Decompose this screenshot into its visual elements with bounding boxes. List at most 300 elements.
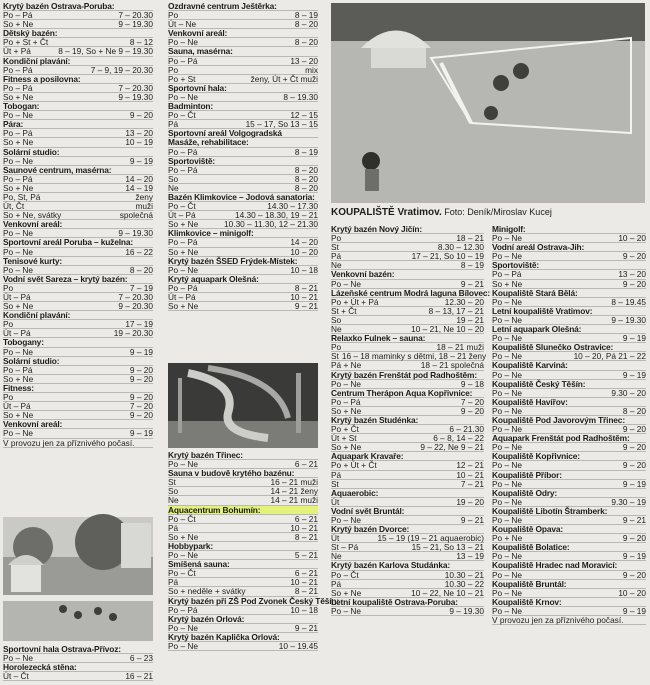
facility-name: Koupaliště Bolatice:	[492, 542, 570, 553]
facility-name: Kondiční plavání:	[3, 310, 71, 321]
facility-name: Letní koupaliště Vratimov:	[492, 305, 593, 316]
facility-name: Aquaerobic:	[331, 487, 379, 498]
schedule-hours: 13 – 19	[456, 551, 484, 562]
schedule-days: So + Ne	[3, 91, 34, 102]
schedule-hours: 17 – 21, So 10 – 19	[411, 251, 484, 262]
schedule-days: St + Čt	[331, 305, 357, 316]
schedule-days: So + Ne	[3, 301, 34, 312]
facility-name: Aquacentrum Bohumín:	[168, 504, 261, 515]
schedule-days: Po – Ne	[331, 378, 361, 389]
schedule-days: So + Ne	[492, 278, 523, 289]
schedule-hours: 12.30 – 20	[444, 296, 484, 307]
schedule-row	[492, 616, 646, 625]
facility-name: Koupaliště Odry:	[492, 487, 558, 498]
caption-title: KOUPALIŠTĚ Vratimov.	[331, 207, 442, 218]
schedule-days: Po – Ne	[331, 278, 361, 289]
schedule-days: Po – Pá	[168, 55, 198, 66]
facility-name: Sportoviště:	[492, 260, 540, 271]
schedule-days: So + Ne	[168, 219, 199, 230]
schedule-hours: 9 – 20.30	[118, 301, 153, 312]
schedule-days: Po – Ne	[492, 442, 522, 453]
schedule-hours: 14 – 21 muži	[270, 495, 318, 506]
schedule-days: Po – Pá	[168, 237, 198, 248]
facility-name: Sportovní areál Volgogradská	[168, 128, 282, 139]
facility-name: Krytý bazén Třinec:	[168, 450, 243, 460]
schedule-days: Po + Út + Čt	[331, 460, 377, 471]
schedule-hours: 9 – 19	[622, 369, 646, 380]
schedule-hours: 14.30 – 17.30	[267, 201, 318, 212]
schedule-hours: 18 – 21	[456, 233, 484, 244]
facility-name: Krytý bazén Studénka:	[331, 414, 419, 425]
schedule-days: Po – Ne	[168, 91, 198, 102]
schedule-days: Ne	[331, 324, 342, 335]
facility-name: Masáže, rehabilitace:	[168, 137, 249, 148]
facility-name: Klimkovice – minigolf:	[168, 228, 254, 239]
facility-name: Venkovní bazén:	[331, 269, 395, 280]
schedule-days: So + Ne	[331, 442, 362, 453]
schedule-hours: 10.30 – 21	[444, 569, 484, 580]
schedule-days: Po – Ne	[492, 569, 522, 580]
facility-name: Koupaliště Havířov:	[492, 396, 568, 407]
schedule-hours: 9 – 22, Ne 9 – 21	[420, 442, 484, 453]
schedule-days: Po – Ne	[492, 351, 522, 362]
facility-name: Koupaliště Opava:	[492, 524, 563, 535]
schedule-days: So + Ne, svátky	[3, 210, 62, 221]
schedule-hours: 8 – 20	[294, 164, 318, 175]
schedule-hours: 10.30 – 11.30, 12 – 21.30	[224, 219, 318, 230]
schedule-days: Po – Čt	[168, 513, 196, 524]
facility-name: Venkovní areál:	[3, 419, 63, 430]
schedule-hours: 8 – 19.30	[283, 91, 318, 102]
schedule-days: Po – Pá	[3, 10, 33, 21]
schedule-hours: 8 – 19	[294, 10, 318, 21]
schedule-days: Po + St	[168, 73, 196, 84]
schedule-days: Po – Ne	[492, 587, 522, 598]
facility-name: Centrum Therápon Aqua Kopřivnice:	[331, 387, 473, 398]
schedule-days: So + Ne	[3, 19, 34, 30]
schedule-days: Po – Ne	[3, 110, 33, 121]
schedule-days: Út, Čt	[3, 201, 25, 212]
schedule-hours: 9 – 21	[460, 515, 484, 525]
schedule-hours: 9 – 20	[622, 424, 646, 435]
facility-name: Horolezecká stěna:	[3, 662, 77, 673]
facility-name: Minigolf:	[492, 224, 526, 234]
schedule-days: Út – Pá	[3, 401, 31, 412]
schedule-hours: 8 – 19	[294, 146, 318, 157]
schedule-row	[3, 193, 153, 202]
schedule-hours: 10 – 18	[290, 264, 318, 275]
column-1	[3, 2, 153, 448]
facility-name: Krytý bazén při ZŠ Pod Zvonek Český Těšín:	[168, 595, 340, 606]
facility-name: Krytý bazén Nový Jičín:	[331, 224, 423, 234]
facility-name: Sportovní areál Poruba – kuželna:	[3, 237, 134, 248]
schedule-days: So + Ne	[3, 137, 34, 148]
schedule-hours: 16 – 21	[125, 671, 153, 682]
schedule-hours: 14 – 20	[125, 173, 153, 184]
facility-name: Krytý bazén Karlova Studánka:	[331, 560, 450, 571]
schedule-hours: 9.30 – 20	[611, 387, 646, 398]
facility-name: Vodní svět Bruntál:	[331, 505, 405, 516]
schedule-days: Út	[331, 533, 340, 544]
schedule-hours: 9 – 18	[460, 378, 484, 389]
facility-name: Fitness a posilovna:	[3, 73, 81, 84]
schedule-days: Po – Ne	[492, 478, 522, 489]
schedule-hours: 7 – 21	[460, 478, 484, 489]
schedule-days: So + Ne	[168, 531, 199, 542]
schedule-hours: 10 – 20, Pá 21 – 22	[573, 351, 646, 362]
schedule-days: Po – Ne	[492, 424, 522, 435]
schedule-days: Po – Čt	[168, 201, 196, 212]
schedule-hours: 8.30 – 12.30	[437, 242, 484, 253]
caption-credit: Foto: Deník/Miroslav Kucej	[444, 207, 552, 217]
facility-name: Letní aquapark Olešná:	[492, 324, 582, 335]
schedule-days: Po – Čt	[331, 569, 359, 580]
schedule-hours: 18 – 21 muži	[436, 342, 484, 353]
column-4	[492, 225, 646, 625]
facility-name: Relaxko Fulnek – sauna:	[331, 333, 426, 344]
schedule-days: Po	[331, 233, 342, 244]
schedule-row	[3, 439, 153, 448]
schedule-days: Út – Ne	[168, 19, 197, 30]
schedule-days: Po – Ne	[331, 605, 361, 616]
schedule-hours: 19 – 20	[456, 496, 484, 507]
schedule-hours: 9 – 19.30	[449, 605, 484, 616]
schedule-days: Po	[3, 392, 14, 403]
photo-caption	[331, 207, 552, 218]
facility-name: Krytý bazén Frenštát pod Radhoštěm:	[331, 369, 477, 380]
facility-name: Krytý bazén Ostrava-Poruba:	[3, 1, 115, 11]
schedule-days: So + Ne	[3, 373, 34, 384]
schedule-hours: 9 – 19	[129, 155, 153, 166]
facility-name: Smíšená sauna:	[168, 559, 230, 570]
schedule-days: Po – Ne	[492, 314, 522, 325]
schedule-hours: 14 – 20	[290, 237, 318, 248]
schedule-hours: 9 – 20	[622, 251, 646, 262]
schedule-hours: 6 – 8, 14 – 22	[433, 433, 484, 444]
schedule-days: Po – Pá	[3, 82, 33, 93]
schedule-days: Po – Ne	[492, 405, 522, 416]
facility-name: Koupaliště Stará Bělá:	[492, 287, 578, 298]
schedule-hours: 10.30 – 22	[444, 578, 484, 589]
schedule-days: Po – Ne	[492, 605, 522, 616]
schedule-hours: 10 – 21	[290, 292, 318, 302]
schedule-row	[168, 642, 318, 651]
facility-name: Sportoviště:	[168, 155, 216, 166]
schedule-days: Ne	[331, 551, 342, 562]
facility-name: Venkovní areál:	[168, 28, 228, 39]
photo-indoor-slides	[168, 363, 318, 448]
schedule-days: Po – Ne	[492, 551, 522, 562]
schedule-days: Po – Pá	[3, 128, 33, 139]
schedule-days: Út – Čt	[3, 671, 29, 682]
facility-name: Saunové centrum, masérna:	[3, 164, 112, 175]
facility-name: Sauna v budově krytého bazénu:	[168, 468, 295, 479]
schedule-hours: 16 – 22	[125, 246, 153, 257]
schedule-hours: 9 – 19.30	[611, 314, 646, 325]
facility-name: Bazén Klimkovice – Jodová sanatoria:	[168, 191, 315, 202]
schedule-hours: 10 – 21	[290, 522, 318, 533]
schedule-days: Po – Ne	[168, 550, 198, 561]
schedule-hours: 12 – 21	[456, 460, 484, 471]
schedule-days: V provozu jen za příznivého počasí.	[3, 437, 135, 448]
schedule-days: Út – Pá	[168, 210, 196, 221]
schedule-days: Po + St + Čt	[3, 37, 49, 48]
schedule-hours: 7 – 20	[460, 396, 484, 407]
schedule-hours: 12 – 15	[290, 110, 318, 121]
schedule-hours: 9 – 20	[622, 533, 646, 544]
column-2	[168, 2, 318, 311]
column-1-bottom	[3, 645, 153, 681]
schedule-hours: 15 – 17, So 13 – 15	[245, 119, 318, 130]
schedule-hours: ženy	[135, 191, 153, 202]
schedule-hours: 8 – 20	[294, 182, 318, 193]
schedule-days: Po	[3, 319, 14, 330]
schedule-days: Ne	[331, 260, 342, 271]
schedule-days: Po – Ne	[492, 369, 522, 380]
schedule-days: So + Ne	[3, 410, 34, 421]
facility-name: Hobbypark:	[168, 540, 214, 551]
schedule-days: Po	[168, 64, 179, 75]
schedule-days: Po – Pá	[331, 396, 361, 407]
schedule-hours: 9 – 20	[622, 569, 646, 580]
schedule-hours: 9 – 20	[460, 405, 484, 416]
schedule-hours: 13 – 20	[618, 269, 646, 280]
facility-name: Koupaliště Slunečko Ostravice:	[492, 342, 614, 353]
schedule-days: Po, St, Pá	[3, 191, 41, 202]
schedule-days: Po – Pá	[168, 164, 198, 175]
schedule-hours: 8 – 19, So + Ne 9 – 19.30	[58, 46, 153, 57]
schedule-days: Po – Pá	[168, 282, 198, 293]
schedule-days: Pá	[168, 522, 179, 533]
facility-name: Krytý bazén Kaplička Orlová:	[168, 631, 280, 642]
schedule-hours: 10 – 21, Ne 10 – 20	[411, 324, 484, 335]
facility-name: Fitness:	[3, 382, 34, 393]
schedule-hours: 8 – 20	[129, 264, 153, 275]
facility-name: Koupaliště Krnov:	[492, 596, 562, 607]
schedule-days: Po – Ne	[3, 155, 33, 166]
facility-name: Krytý bazén Dvorce:	[331, 524, 410, 535]
facility-name: Dětský bazén:	[3, 28, 58, 39]
schedule-hours: 9 – 19.30	[118, 91, 153, 102]
schedule-days: Po – Pá	[3, 64, 33, 75]
schedule-days: Po + Út + Pá	[331, 296, 379, 307]
facility-name: Koupaliště Karviná:	[492, 360, 568, 371]
schedule-hours: 7 – 19	[129, 282, 153, 293]
facility-name: Tobogany:	[3, 337, 44, 348]
schedule-days: Po – Ne	[168, 264, 198, 275]
schedule-days: Po – Ne	[492, 496, 522, 507]
facility-name: Krytý bazén ŠSED Frýdek-Místek:	[168, 255, 298, 266]
schedule-days: Po – Ne	[3, 428, 33, 439]
schedule-days: Po – Pá	[3, 173, 33, 184]
schedule-hours: 8 – 20	[294, 19, 318, 30]
schedule-hours: 9 – 19	[622, 478, 646, 489]
schedule-hours: 9 – 20	[129, 373, 153, 384]
schedule-days: Po – Ne	[492, 460, 522, 471]
facility-name: Tobogan:	[3, 101, 40, 112]
schedule-hours: 8 – 19.45	[611, 296, 646, 307]
schedule-hours: 18 – 21 společná	[420, 360, 484, 371]
schedule-hours: 8 – 19	[460, 260, 484, 271]
schedule-hours: 14 – 19	[125, 182, 153, 193]
schedule-hours: 8 – 12	[129, 37, 153, 48]
schedule-days: Po – Pá	[492, 269, 522, 280]
schedule-hours: 9 – 19.30	[118, 228, 153, 239]
schedule-days: Po – Ne	[3, 264, 33, 275]
schedule-days: Po – Ne	[3, 346, 33, 357]
schedule-days: Po – Ne	[168, 640, 198, 651]
schedule-row	[168, 57, 318, 66]
schedule-hours: 9 – 20	[129, 410, 153, 421]
schedule-hours: 10 – 20	[290, 246, 318, 257]
schedule-hours: 9 – 20	[622, 460, 646, 471]
schedule-hours: společná	[119, 210, 153, 221]
schedule-hours: 7 – 9, 19 – 20.30	[90, 64, 153, 75]
schedule-hours: 7 – 20	[129, 401, 153, 412]
facility-name: Sauna, masérna:	[168, 46, 233, 57]
schedule-days: Ne	[168, 182, 179, 193]
schedule-days: Pá	[331, 578, 342, 589]
schedule-days: Po – Ne	[492, 515, 522, 525]
schedule-hours: 16 – 21 muži	[270, 477, 318, 488]
schedule-days: St	[168, 477, 176, 488]
schedule-hours: 9 – 20	[622, 278, 646, 289]
schedule-hours: 14.30 – 18.30, 19 – 21	[234, 210, 318, 221]
schedule-hours: 19 – 21	[456, 314, 484, 325]
schedule-hours: 7 – 20.30	[118, 10, 153, 21]
schedule-row	[3, 111, 153, 120]
facility-name: Aquapark Kravaře:	[331, 451, 404, 462]
schedule-hours: 10 – 21	[290, 577, 318, 588]
schedule-days: Po – Ne	[331, 515, 361, 525]
schedule-hours: 9 – 21	[622, 515, 646, 525]
schedule-hours: 8 – 13, 17 – 21	[428, 305, 484, 316]
schedule-hours: 10 – 20	[618, 233, 646, 244]
schedule-hours: 9 – 20	[129, 364, 153, 375]
schedule-hours: 9 – 21	[294, 301, 318, 312]
schedule-hours: 14 – 21 ženy	[270, 486, 318, 497]
schedule-days: Út – Pá	[3, 292, 31, 302]
schedule-days: So + Ne	[331, 587, 362, 598]
schedule-days: Po + Ne	[492, 533, 523, 544]
schedule-days: Po – Pá	[3, 364, 33, 375]
schedule-hours: 10 – 18	[290, 604, 318, 615]
facility-name: Kondiční plavání:	[3, 55, 71, 66]
schedule-hours: 10 – 20	[618, 587, 646, 598]
schedule-hours: 9 – 19	[622, 605, 646, 616]
facility-name: Solární studio:	[3, 355, 60, 366]
schedule-days: St	[331, 351, 339, 362]
schedule-days: Po – Ne	[492, 296, 522, 307]
photo-koupaliste-vratimov	[331, 3, 645, 203]
schedule-days: So + Ne	[3, 182, 34, 193]
schedule-hours: 9 – 21	[294, 622, 318, 633]
schedule-hours: 6 – 21	[294, 568, 318, 579]
schedule-hours: 16 – 18 maminky s dětmi, 18 – 21 ženy	[341, 351, 487, 362]
schedule-days: Út – Pá	[168, 292, 196, 302]
schedule-hours: 8 – 21	[294, 282, 318, 293]
schedule-row	[331, 607, 484, 616]
schedule-hours: 5 – 21	[294, 550, 318, 561]
schedule-days: So	[331, 314, 342, 325]
schedule-days: So + Ne	[168, 246, 199, 257]
schedule-days: Po – Ne	[168, 459, 198, 470]
schedule-days: Po	[168, 10, 179, 21]
facility-name: Koupaliště Český Těšín:	[492, 378, 586, 389]
photo-outdoor-pool	[3, 517, 153, 641]
schedule-hours: 9 – 19	[129, 428, 153, 439]
schedule-hours: 6 – 21	[294, 513, 318, 524]
facility-name: Badminton:	[168, 101, 214, 112]
schedule-hours: 19 – 20.30	[113, 328, 153, 339]
schedule-days: Pá	[331, 469, 342, 480]
facility-name: Koupaliště Libotín Štramberk:	[492, 505, 608, 516]
schedule-days: Út + Pá	[3, 46, 31, 57]
schedule-hours: 9 – 19	[129, 346, 153, 357]
schedule-days: Pá	[168, 577, 179, 588]
schedule-hours: 13 – 20	[125, 128, 153, 139]
schedule-days: Po – Čt	[168, 568, 196, 579]
facility-name: Koupaliště Bruntál:	[492, 578, 567, 589]
schedule-days: Po – Ne	[3, 653, 33, 664]
schedule-days: Po	[331, 342, 342, 353]
schedule-days: Po + Čt	[331, 424, 359, 435]
schedule-hours: 15 – 21, So 13 – 21	[411, 542, 484, 553]
schedule-hours: 9 – 19.30	[118, 19, 153, 30]
schedule-days: Po – Ne	[168, 622, 198, 633]
facility-name: Krytý bazén Orlová:	[168, 613, 245, 624]
schedule-days: So	[168, 173, 179, 184]
schedule-hours: 7 – 20.30	[118, 292, 153, 302]
schedule-row	[168, 302, 318, 311]
schedule-hours: ženy, Út + Čt muži	[250, 73, 318, 84]
schedule-days: Út	[331, 496, 340, 507]
schedule-days: Po – Pá	[168, 146, 198, 157]
schedule-hours: 9 – 20	[129, 110, 153, 121]
schedule-days: Po – Čt	[168, 110, 196, 121]
schedule-hours: 8 – 20	[294, 173, 318, 184]
facility-name: Lázeňské centrum Modrá laguna Bílovec:	[331, 287, 491, 298]
facility-name: Koupaliště Pod Javorovým Třinec:	[492, 414, 625, 425]
schedule-days: Ne	[168, 495, 179, 506]
facility-name: Pára:	[3, 119, 24, 130]
schedule-days: Po – Ne	[168, 37, 198, 48]
schedule-days: Po – Ne	[492, 251, 522, 262]
schedule-days: Po – Ne	[492, 333, 522, 344]
schedule-hours: 8 – 20	[622, 405, 646, 416]
schedule-hours: 13 – 20	[290, 55, 318, 66]
schedule-days: Po – Pá	[168, 604, 198, 615]
schedule-hours: 9 – 20	[129, 392, 153, 403]
facility-name: Aquapark Frenštát pod Radhoštěm:	[492, 433, 630, 444]
schedule-hours: 8 – 20	[294, 37, 318, 48]
facility-name: Koupaliště Příbor:	[492, 469, 562, 480]
schedule-hours: 10 – 22, Ne 10 – 21	[411, 587, 484, 598]
schedule-hours: 17 – 19	[125, 319, 153, 330]
facility-name: Koupaliště Kopřivnice:	[492, 451, 580, 462]
facility-name: Krytý aquapark Olešná:	[168, 273, 259, 284]
schedule-days: Pá	[168, 119, 179, 130]
column-3	[331, 224, 491, 616]
schedule-hours: 15 – 19 (19 – 21 aquaerobic)	[377, 533, 484, 544]
schedule-hours: 6 – 21.30	[449, 424, 484, 435]
schedule-hours: 10 – 19	[125, 137, 153, 148]
facility-name: Letní koupaliště Ostrava-Poruba:	[331, 596, 458, 607]
schedule-days: Pá + Ne	[331, 360, 362, 371]
facility-name: Ozdravné centrum Ještěrka:	[168, 1, 277, 11]
schedule-days: Út + St	[331, 433, 357, 444]
schedule-hours: 10 – 21	[456, 469, 484, 480]
